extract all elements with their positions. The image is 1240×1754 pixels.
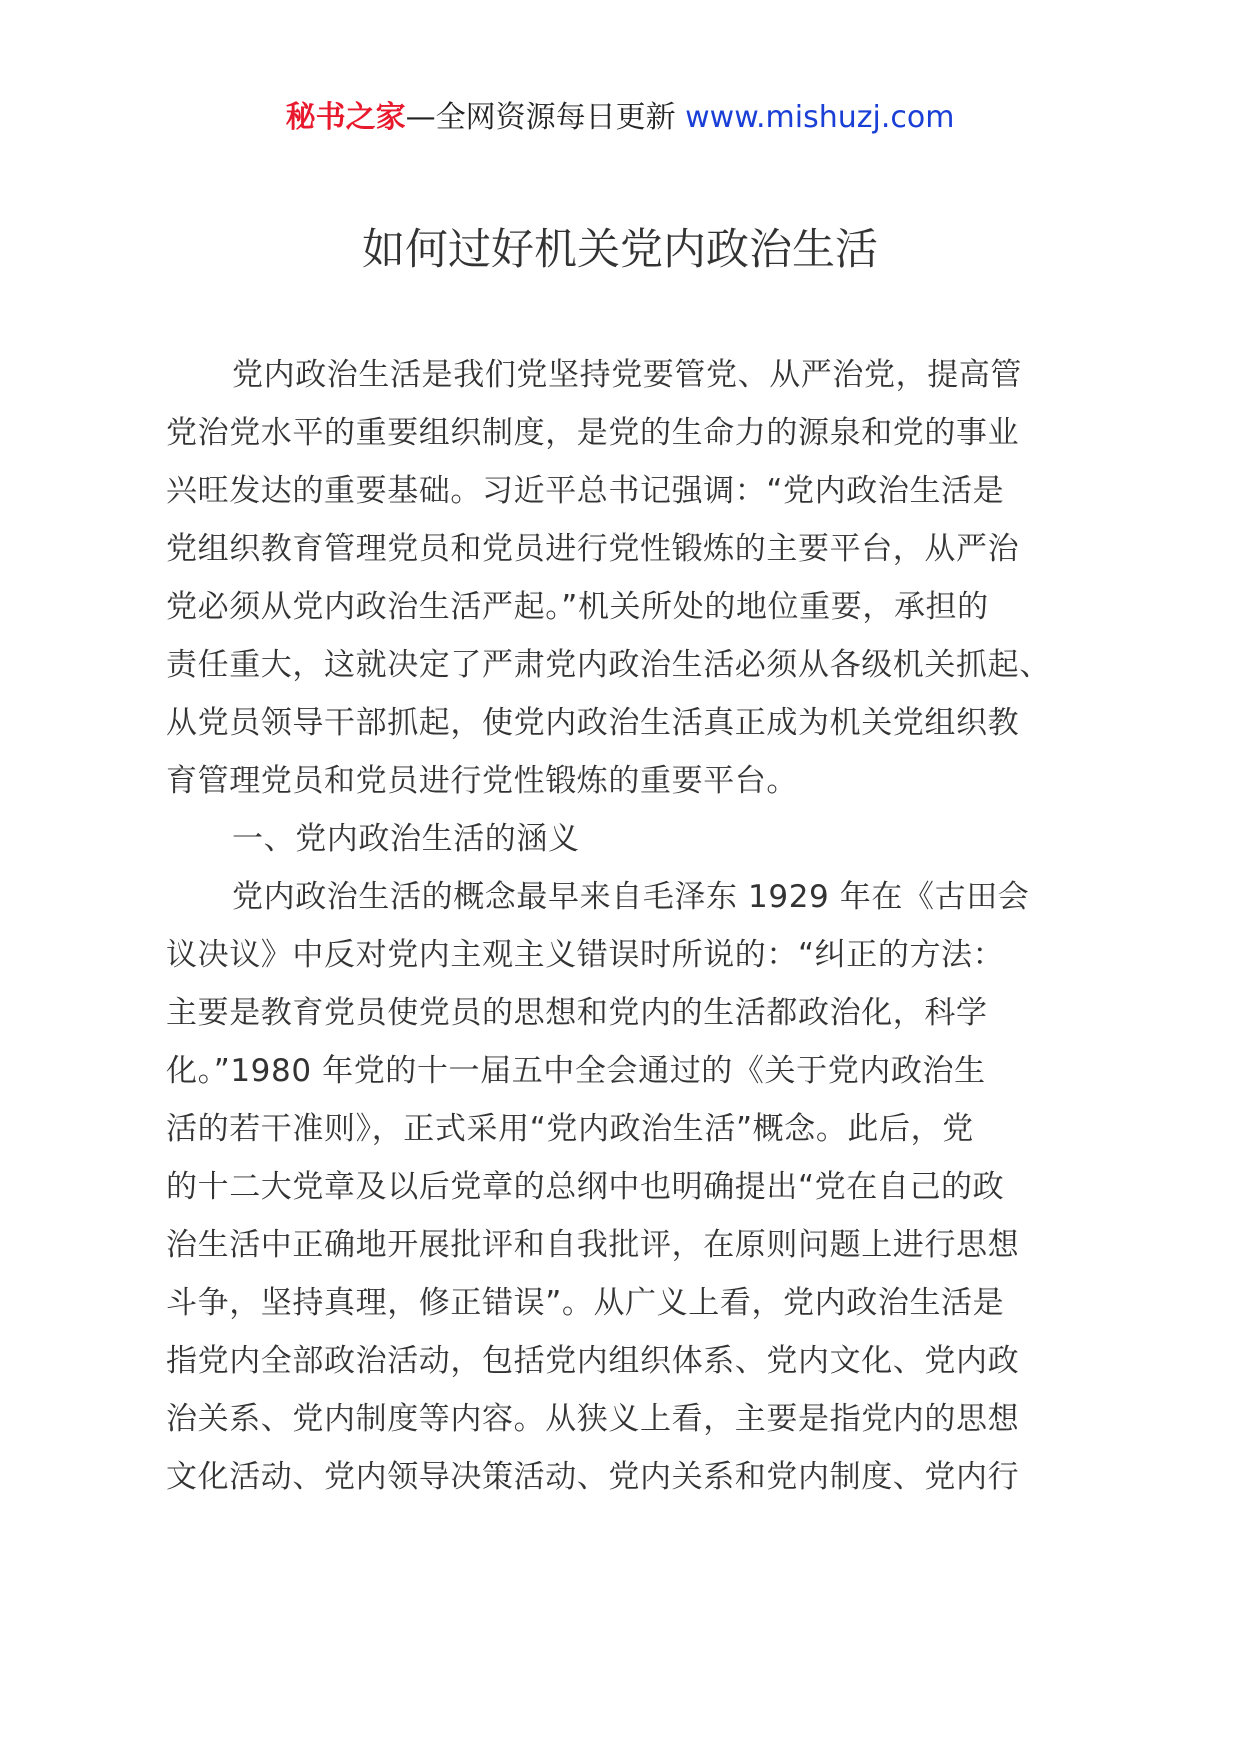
paragraph-line: 主要是教育党员使党员的思想和党内的生活都政治化，科学: [166, 995, 988, 1031]
paragraph-line: 化。”1980 年党的十一届五中全会通过的《关于党内政治生: [166, 1053, 986, 1089]
site-brand: 秘书之家: [285, 100, 406, 135]
document-body: [166, 346, 1086, 1506]
paragraph-line: 活的若干准则》，正式采用“党内政治生活”概念。此后，党: [166, 1111, 974, 1147]
site-header: [0, 98, 1240, 138]
paragraph-line: 的十二大党章及以后党章的总纲中也明确提出“党在自己的政: [166, 1169, 1005, 1205]
paragraph-line: 指党内全部政治活动，包括党内组织体系、党内文化、党内政: [166, 1343, 1020, 1379]
section-heading: 一、党内政治生活的涵义: [232, 821, 580, 857]
site-tagline: —全网资源每日更新: [405, 100, 686, 135]
paragraph-line: 党治党水平的重要组织制度，是党的生命力的源泉和党的事业: [166, 415, 1020, 451]
paragraph-line: 治生活中正确地开展批评和自我批评，在原则问题上进行思想: [166, 1227, 1020, 1263]
paragraph-line: 议决议》中反对党内主观主义错误时所说的：“纠正的方法：: [166, 937, 1005, 973]
site-url-link[interactable]: www.mishuzj.com: [685, 100, 955, 135]
paragraph-line: 党内政治生活的概念最早来自毛泽东 1929 年在《古田会: [232, 879, 1030, 915]
paragraph-line: 党内政治生活是我们党坚持党要管党、从严治党，提高管: [232, 357, 1022, 393]
paragraph-line: 育管理党员和党员进行党性锻炼的重要平台。: [166, 763, 798, 799]
paragraph-line: 文化活动、党内领导决策活动、党内关系和党内制度、党内行: [166, 1459, 1020, 1495]
paragraph-line: 党组织教育管理党员和党员进行党性锻炼的主要平台，从严治: [166, 531, 1020, 567]
paragraph-line: 党必须从党内政治生活严起。”机关所处的地位重要，承担的: [166, 589, 989, 625]
paragraph-line: 兴旺发达的重要基础。习近平总书记强调：“党内政治生活是: [166, 473, 1005, 509]
paragraph-line: 从党员领导干部抓起，使党内政治生活真正成为机关党组织教: [166, 705, 1020, 741]
paragraph-line: 斗争，坚持真理，修正错误”。从广义上看，党内政治生活是: [166, 1285, 1005, 1321]
paragraph-line: 治关系、党内制度等内容。从狭义上看，主要是指党内的思想: [166, 1401, 1020, 1437]
paragraph-line: 责任重大，这就决定了严肃党内政治生活必须从各级机关抓起、: [166, 647, 1051, 683]
document-title: 如何过好机关党内政治生活: [362, 225, 878, 275]
